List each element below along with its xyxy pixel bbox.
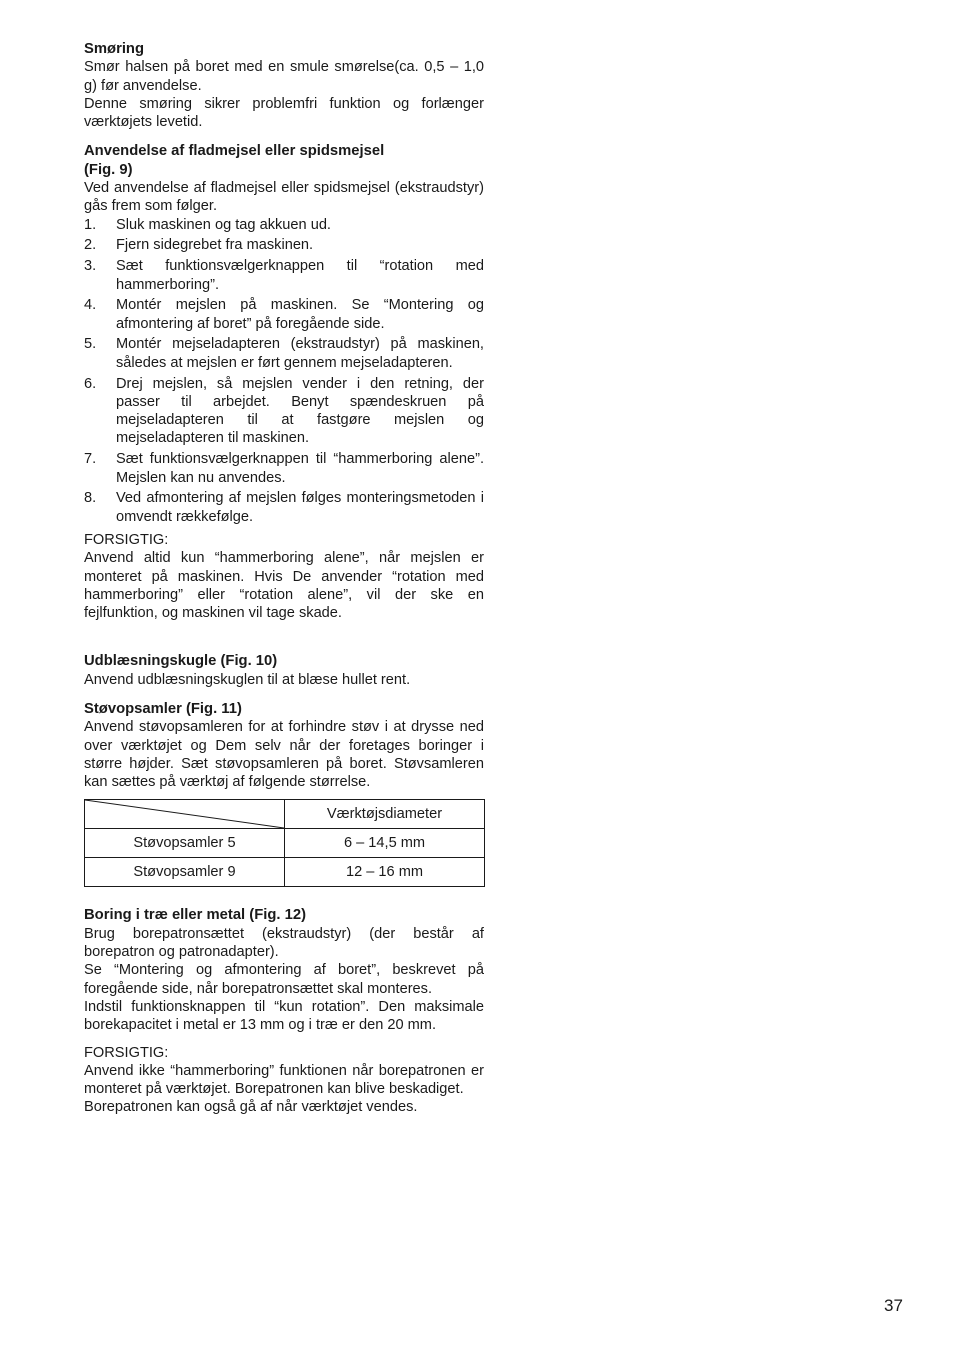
table-row	[85, 858, 485, 887]
diagonal-cell	[85, 800, 285, 829]
list-item	[84, 450, 484, 487]
list-number: 6.	[84, 375, 97, 392]
list-item	[84, 296, 484, 333]
list-text: Sæt funktionsvælgerknappen til “hammerboring alene”. Mejslen kan nu anvendes.	[116, 451, 484, 486]
table-header-row	[85, 800, 485, 829]
list-item	[84, 257, 484, 294]
list-number: 4.	[84, 297, 97, 314]
content-column	[84, 40, 484, 1117]
table-cell-label: Støvopsamler 9	[85, 858, 285, 887]
list-text: Drej mejslen, så mejslen vender i den retning, der passer til arbejdet. Benyt spændeskruen på mejseladapteren til at fastgøre mejslen og mejseladapteren til maskinen.	[116, 375, 484, 447]
paragraph: Anvend støvopsamleren for at forhindre støv i at drysse ned over værktøjet og Dem selv når der foretages boringer i større højder. Sæt støvopsamleren på boret. Støvsamleren kan sættes på værktøj af følgende størrelse.	[84, 719, 484, 791]
size-table	[84, 799, 485, 887]
paragraph: Denne smøring sikrer problemfri funktion og forlænger værktøjets levetid.	[84, 95, 484, 131]
list-item	[84, 236, 484, 254]
heading-stov: Støvopsamler (Fig. 11)	[84, 701, 242, 717]
paragraph: Se “Montering og afmontering af boret”, beskrevet på foregående side, når borepatronsættet skal monteres.	[84, 962, 484, 997]
caution-text: Anvend ikke “hammerboring” funktionen når borepatronen er monteret på værktøjet. Borepatronen kan blive beskadiget.	[84, 1062, 484, 1098]
heading-line: (Fig. 9)	[84, 161, 133, 178]
list-text: Montér mejslen på maskinen. Se “Montering og afmontering af boret” på foregående side.	[116, 297, 484, 332]
steps-list	[84, 216, 484, 526]
page-number: 37	[884, 1296, 903, 1315]
list-text: Ved afmontering af mejslen følges monteringsmetoden i omvendt rækkefølge.	[116, 490, 484, 525]
paragraph: Indstil funktionsknappen til “kun rotation”. Den maksimale borekapacitet i metal er 13 mm og i træ er den 20 mm.	[84, 998, 484, 1034]
table-row	[85, 829, 485, 858]
section-stov	[84, 700, 484, 887]
heading-mejsel	[84, 142, 484, 179]
list-text: Sæt funktionsvælgerknappen til “rotation med hammerboring”.	[116, 258, 484, 293]
table-cell-label: Støvopsamler 5	[85, 829, 285, 858]
heading-boring: Boring i træ eller metal (Fig. 12)	[84, 907, 306, 924]
paragraph: Brug borepatronsættet (ekstraudstyr) (der består af borepatron og patronadapter).	[84, 925, 484, 961]
paragraph: Smør halsen på boret med en smule smørelse(ca. 0,5 – 1,0 g) før anvendelse.	[84, 59, 484, 94]
list-number: 2.	[84, 237, 97, 254]
heading-smoring: Smøring	[84, 41, 145, 57]
section-smoring	[84, 40, 484, 131]
list-text: Montér mejseladapteren (ekstraudstyr) på maskinen, således at mejslen er ført gennem mejseladapteren.	[116, 336, 484, 371]
list-number: 3.	[84, 258, 97, 275]
list-item	[84, 216, 484, 234]
table-header: Værktøjsdiameter	[285, 800, 485, 829]
heading-kugle: Udblæsningskugle (Fig. 10)	[84, 653, 278, 670]
list-number: 1.	[84, 216, 97, 233]
list-number: 7.	[84, 451, 97, 468]
list-item	[84, 335, 484, 372]
diagonal-line	[85, 800, 284, 828]
section-mejsel	[84, 142, 484, 622]
section-kugle	[84, 652, 484, 689]
list-number: 8.	[84, 490, 97, 507]
list-item	[84, 489, 484, 526]
caution-label: FORSIGTIG:	[84, 531, 169, 548]
list-text: Fjern sidegrebet fra maskinen.	[116, 237, 314, 254]
list-text: Sluk maskinen og tag akkuen ud.	[116, 216, 331, 233]
table-cell-value: 6 – 14,5 mm	[285, 829, 485, 858]
list-number: 5.	[84, 336, 97, 353]
list-item	[84, 375, 484, 448]
section-boring	[84, 906, 484, 1116]
caution-text: Anvend altid kun “hammerboring alene”, når mejslen er monteret på maskinen. Hvis De anvender “rotation med hammerboring” eller “rotation alene”, vil der ske en fejlfunktion, og maskinen vil tage skade.	[84, 550, 484, 622]
table-cell-value: 12 – 16 mm	[285, 858, 485, 887]
heading-line: Anvendelse af fladmejsel eller spidsmejsel	[84, 143, 385, 160]
caution-text: Borepatronen kan også gå af når værktøjet vendes.	[84, 1099, 418, 1116]
paragraph: Anvend udblæsningskuglen til at blæse hullet rent.	[84, 671, 411, 688]
caution-label: FORSIGTIG:	[84, 1044, 169, 1061]
paragraph: Ved anvendelse af fladmejsel eller spidsmejsel (ekstraudstyr) gås frem som følger.	[84, 180, 484, 215]
